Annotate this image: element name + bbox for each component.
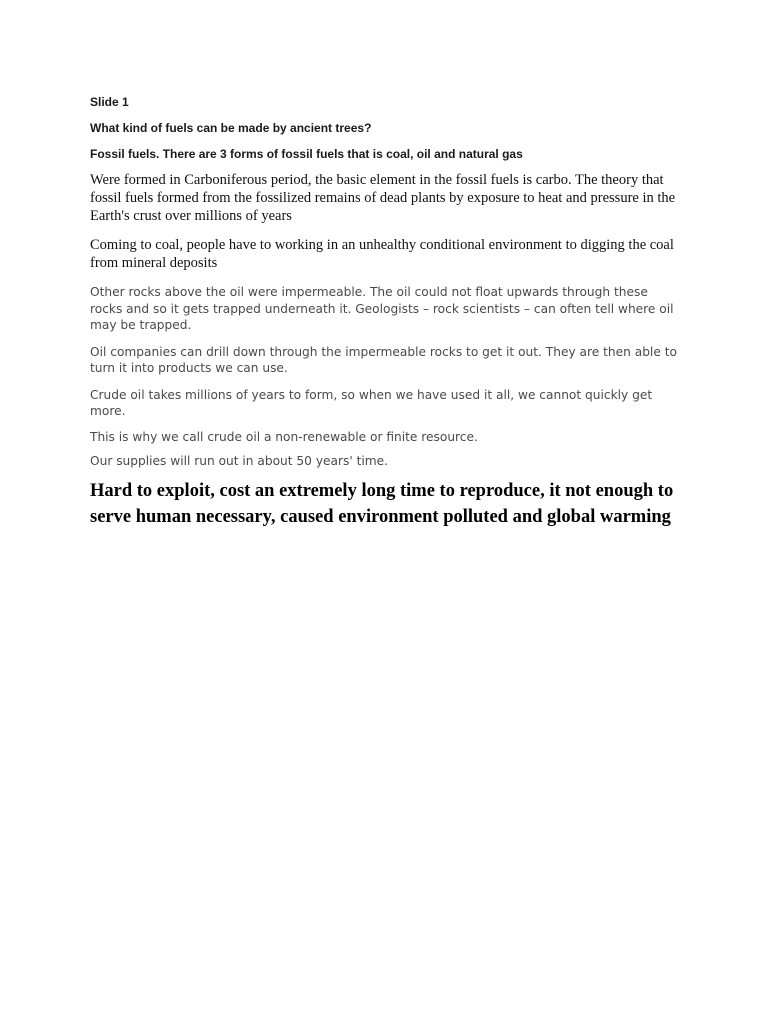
conclusion-heading: Hard to exploit, cost an extremely long time to reproduce, it not enough to serve human necessary, caused environment polluted and global warming [90,480,674,527]
non-renewable-paragraph: This is why we call crude oil a non-renewable or finite resource. [90,429,478,444]
coal-paragraph: Coming to coal, people have to working in an unhealthy conditional environment to digging the coal from mineral deposits [90,237,674,271]
drill-paragraph: Oil companies can drill down through the impermeable rocks to get it out. They are then able to turn it into products we can use. [90,344,677,375]
document-body [90,94,680,530]
answer-text: Fossil fuels. There are 3 forms of fossil fuels that is coal, oil and natural gas [90,147,523,161]
carboniferous-paragraph: Were formed in Carboniferous period, the basic element in the fossil fuels is carbo. The theory that fossil fuels formed from the fossilized remains of dead plants by exposure to heat and pressure in the Earth's crust over millions of years [90,172,676,224]
rocks-paragraph: Other rocks above the oil were impermeable. The oil could not float upwards through these rocks and so it gets trapped underneath it. Geologists – rock scientists – can often tell where oil may be trapped. [90,285,674,332]
supplies-paragraph: Our supplies will run out in about 50 years' time. [90,454,388,468]
crude-oil-paragraph: Crude oil takes millions of years to form, so when we have used it all, we cannot quickly get more. [90,387,653,418]
slide-label: Slide 1 [90,95,129,109]
question-text: What kind of fuels can be made by ancient trees? [90,121,372,135]
